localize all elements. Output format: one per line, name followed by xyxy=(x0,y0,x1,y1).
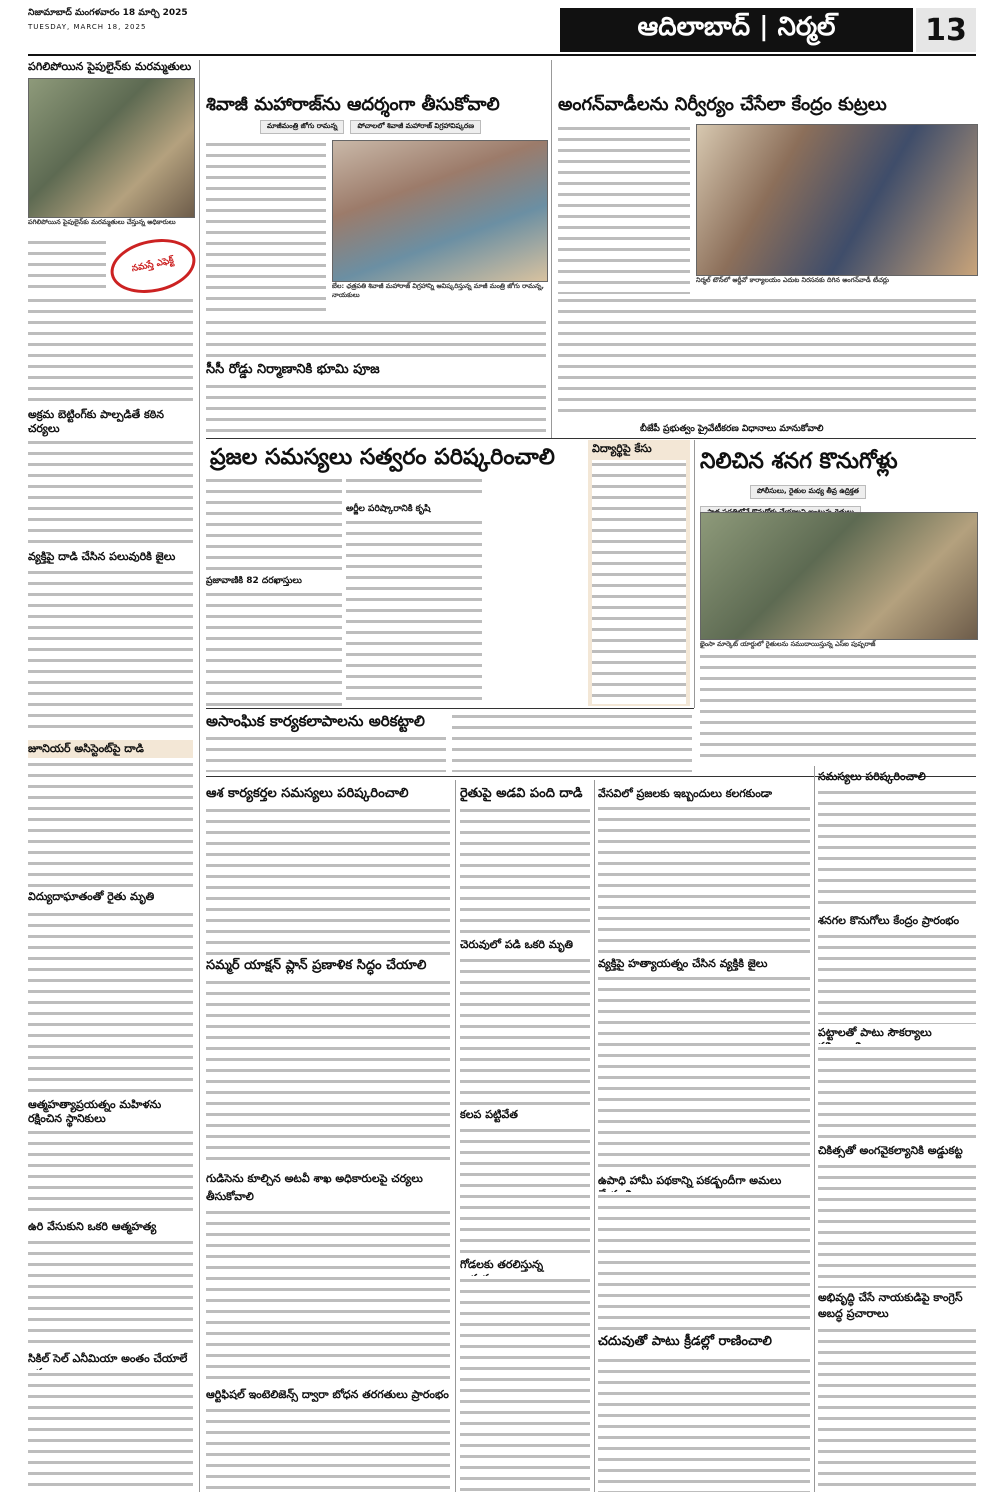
anti-social-text-1 xyxy=(206,734,446,772)
anganwadi-text-2 xyxy=(558,296,976,418)
shivaji-tags xyxy=(260,120,546,134)
col1-text-9 xyxy=(28,1370,193,1492)
nrega-text xyxy=(598,1192,810,1330)
gram-purchase-headline: నిలిచిన శనగ కొనుగోళ్లు xyxy=(700,448,898,474)
pond-death-text xyxy=(460,956,590,1106)
gram-centre-text xyxy=(818,932,976,1024)
edition-masthead xyxy=(560,8,976,52)
pattas-text xyxy=(818,1044,976,1142)
paper-dateline: నిజామాబాద్ మంగళవారం 18 మార్చి 2025 xyxy=(28,8,188,18)
market-yard-photo xyxy=(700,512,978,640)
cc-road-text xyxy=(206,382,546,436)
wild-boar-text xyxy=(460,806,590,936)
pond-death-headline: చెరువులో పడి ఒకరి మృతి xyxy=(460,938,573,951)
shivaji-statue-photo xyxy=(332,140,548,282)
stamp-text: నమస్తే ఎఫెక్ట్ xyxy=(130,255,175,275)
gram-tag-1: పోలీసులు, రైతుల మధ్య తీవ్ర ఉద్రిక్తత xyxy=(750,485,866,499)
sports-headline: చదువుతో పాటు క్రీడల్లో రాణించాలి xyxy=(598,1334,772,1349)
problems-text xyxy=(818,788,976,912)
top-divider xyxy=(551,60,552,438)
gram-purchase-text xyxy=(700,652,976,762)
vehicle-headline: గోడలకు తరలిస్తున్న xyxy=(460,1258,544,1271)
prajavani-headline: ప్రజల సమస్యలు సత్వరం పరిష్కరించాలి xyxy=(210,444,555,470)
student-case-text xyxy=(592,460,686,704)
col1-text-6 xyxy=(28,910,193,1096)
student-case-headline: విద్యార్థిపై కేసు xyxy=(592,442,652,455)
pattas-headline: పట్టాలతో పాటు సౌకర్యాలు xyxy=(818,1026,932,1039)
sports-text xyxy=(598,1356,810,1492)
col1-headline-8: సికిల్ సెల్ ఎనీమియా అంతం చేయాలే xyxy=(28,1352,188,1365)
col1-headline-6: ఆత్మహత్యాప్రయత్నం మహిళను రక్షించిన స్థానికులు xyxy=(28,1098,162,1125)
murder-attempt-text xyxy=(598,974,810,1172)
cc-road-headline: సీసీ రోడ్డు నిర్మాణానికి భూమి పూజ xyxy=(206,362,380,377)
page-number: 13 xyxy=(913,8,976,52)
english-date: TUESDAY, MARCH 18, 2025 xyxy=(28,23,147,31)
hut-demolition-text xyxy=(206,1208,450,1384)
vehicle-text xyxy=(460,1276,590,1492)
shivaji-tag-1: మాజీమంత్రి జోగు రామన్న xyxy=(260,120,344,134)
anganwadi-footer-line: బీజేపీ ప్రభుత్వం ప్రైవేటీకరణ విధానాలు మానుకోవాలి xyxy=(640,424,824,434)
congress-headline: అభివృద్ధి చేసే నాయకుడిపై కాంగ్రెస్ అబద్ధ ప్రచారాలు xyxy=(818,1291,963,1320)
asha-headline: ఆశ కార్యకర్తల సమస్యలు పరిష్కరించాలి xyxy=(206,786,409,801)
summer-water-text xyxy=(598,804,810,954)
col1-headline-5: విద్యుదాఘాతంతో రైతు మృతి xyxy=(28,890,155,903)
anganwadi-photo-caption: నిర్మల్ టౌన్‌లో ఆర్డీవో కార్యాలయం ఎదుట నిరసనకు దిగిన అంగన్‌వాడీ టీచర్లు xyxy=(696,276,890,284)
col1-text-1 xyxy=(28,238,106,294)
hut-demolition-headline: గుడిసెను కూల్చిన అటవీ శాఖ అధికారులపై చర్యలు తీసుకోవాలి xyxy=(206,1172,423,1203)
prajavani-text-4 xyxy=(206,590,342,706)
col1-headline-1: పగిలిపోయిన పైపులైన్‌కు మరమ్మతులు xyxy=(28,60,192,73)
prajavani-text-3 xyxy=(346,518,482,706)
pipeline-photo-caption: పగిలిపోయిన పైపులైన్‌కు మరమ్మతులు చేస్తున్న అధికారులు xyxy=(28,218,176,226)
pipeline-photo xyxy=(28,78,195,218)
col1-headline-4: జూనియర్ అసిస్టెంట్‌పై దాడి xyxy=(28,740,193,758)
shivaji-photo-caption: బేల: ఛత్రపతి శివాజీ మహారాజ్ విగ్రహాన్ని ఆవిష్కరిస్తున్న మాజీ మంత్రి జోగు రామన్న, నాయకులు xyxy=(332,282,544,299)
anganwadi-protest-photo xyxy=(696,124,978,276)
prajavani-text-1 xyxy=(206,476,342,572)
header-rule xyxy=(28,54,976,56)
prajavani-text-2 xyxy=(346,476,482,500)
murder-attempt-headline: వ్యక్తిపై హత్యాయత్నం చేసిన వ్యక్తికి జైలు xyxy=(598,957,768,970)
problems-headline: సమస్యలు పరిష్కరించాలి xyxy=(818,770,926,783)
timber-seizure-text xyxy=(460,1126,590,1256)
prajavani-subhead-2: ప్రజావాణికి 82 దరఖాస్తులు xyxy=(206,576,302,586)
summer-plan-headline: సమ్మర్ యాక్షన్ ప్లాన్ ప్రణాళిక సిద్ధం చేయాలి xyxy=(206,958,427,973)
col1-headline-3: వ్యక్తిపై దాడి చేసిన పలువురికి జైలు xyxy=(28,550,176,563)
band-rule xyxy=(206,708,694,709)
congress-text xyxy=(818,1326,976,1492)
anganwadi-text-1 xyxy=(558,124,690,294)
effect-stamp xyxy=(106,232,201,301)
shivaji-text-1 xyxy=(206,140,326,316)
summer-plan-text xyxy=(206,978,450,1168)
ai-classes-text xyxy=(206,1406,450,1492)
col1-headline-2: అక్రమ బెట్టింగ్‌కు పాల్పడితే కఠిన చర్యలు xyxy=(28,408,165,435)
mid-divider xyxy=(694,440,695,708)
anti-social-headline: అసాంఘిక కార్యకలాపాలను అరికట్టాలి xyxy=(206,712,425,730)
col1-divider xyxy=(199,60,200,1492)
gram-centre-headline: శనగల కొనుగోలు కేంద్రం ప్రారంభం xyxy=(818,914,960,927)
wild-boar-headline: రైతుపై అడవి పంది దాడి xyxy=(460,786,583,801)
mid-rule xyxy=(206,438,976,439)
col1-text-5 xyxy=(28,760,193,888)
dateline xyxy=(28,8,548,42)
disability-text xyxy=(818,1162,976,1288)
shivaji-text-2 xyxy=(206,318,546,360)
asha-text xyxy=(206,806,450,956)
col1-headline-7: ఉరి వేసుకుని ఒకరి ఆత్మహత్య xyxy=(28,1220,157,1233)
nrega-headline: ఉపాధి హామీ పథకాన్ని పకడ్బందీగా అమలు xyxy=(598,1174,782,1187)
col1-text-4 xyxy=(28,568,193,736)
prajavani-subhead-1: అర్జీల పరిష్కారానికి కృషి xyxy=(346,504,431,514)
disability-headline: చికిత్సతో అంగవైకల్యానికి అడ్డుకట్ట xyxy=(818,1144,963,1157)
shivaji-tag-2: పోచాలలో శివాజీ మహారాజ్ విగ్రహావిష్కరణ xyxy=(350,120,481,134)
col1-text-2 xyxy=(28,296,193,406)
ai-classes-headline: ఆర్టిఫిషల్ ఇంటెలిజెన్స్ ద్వారా బోధన తరగతులు ప్రారంభం xyxy=(206,1388,449,1401)
lower-divider-1 xyxy=(455,780,456,1492)
col1-text-3 xyxy=(28,438,193,548)
timber-seizure-headline: కలప పట్టివేత xyxy=(460,1108,518,1121)
col1-text-7 xyxy=(28,1128,193,1218)
shivaji-headline: శివాజీ మహారాజ్‌ను ఆదర్శంగా తీసుకోవాలి xyxy=(206,94,500,115)
lower-divider-2 xyxy=(594,780,595,1492)
summer-water-headline: వేసవిలో ప్రజలకు ఇబ్బందులు కలగకుండా xyxy=(598,787,773,800)
lower-divider-3 xyxy=(814,766,815,1492)
market-yard-photo-caption: భైంసా మార్కెట్ యార్డులో రైతులను సముదాయిస్తున్న ఎస్‌ఐ పుష్పరాజ్ xyxy=(700,640,876,648)
col1-text-8 xyxy=(28,1238,193,1350)
edition-name: ఆదిలాబాద్ | నిర్మల్ xyxy=(637,12,836,42)
anti-social-text-2 xyxy=(452,712,692,772)
anganwadi-headline: అంగన్‌వాడీలను నిర్వీర్యం చేసేలా కేంద్రం కుట్రలు xyxy=(558,94,887,115)
